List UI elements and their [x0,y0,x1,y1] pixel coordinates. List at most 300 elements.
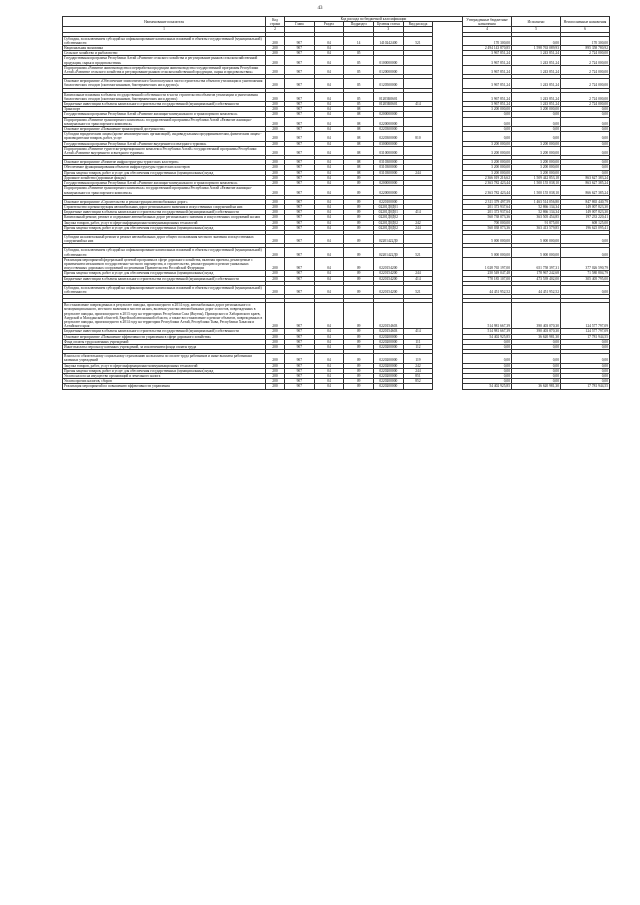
cell-razdel: 04 [314,344,344,349]
header-classification: Код расхода по бюджетной классификации [285,17,463,22]
cell-name: Субсидия, за исключением субсидий на софинансирование капитальных вложений в объекты государственной (муниципальной) собственности [63,36,266,45]
cell-razdel: 04 [314,225,344,230]
cell-csr: 0220000000 [373,117,403,126]
cell-podrazdel: 09 [344,334,374,339]
cell-name: Государственная программа Республики Алтай «Развитие сельского хозяйства и регулирование рынков сельскохозяйственной продукции, сырья и продовольствия» [63,56,266,65]
header-approved: Утвержденные бюджетные назначения [463,17,512,27]
cell-vr: 242 [403,220,433,225]
cell-podrazdel: 08 [344,107,374,112]
cell-executed: 3 200 000,00 [512,170,561,175]
cell-name: Бюджетные инвестиции в объекты капитального строительства государственной (муниципальной) собственности [63,329,266,334]
cell-executed: 0,00 [512,112,561,117]
cell-approved: 3 200 000,00 [463,141,512,146]
cell-podrazdel: 09 [344,271,374,276]
cell-approved: 2 363 782 423,44 [463,186,512,195]
filler-cell [433,36,463,45]
header-csr: Целевая статья [373,22,403,27]
cell-executed: 3 200 000,00 [512,107,561,112]
cell-podrazdel: 05 [344,79,374,88]
cell-razdel: 04 [314,210,344,215]
cell-approved: 514 981 667,39 [463,329,512,334]
cell-name: Государственная программа Республики Алтай «Развитие жилищно-коммунального и транспортного комплекса» [63,181,266,186]
cell-approved: 1 028 765 197,00 [463,257,512,271]
cell-name: Национальная экономика [63,46,266,51]
cell-name: Реализация мероприятий федеральной целевой программы в сфере дорожного хозяйства, включая проекты, реализуемые с применением механизмов государственно-частного партнерства, и строительство, реконструкцию и ремонт уникальных искусственных дорожных сооружений по решениям Правительства Российской Федерации [63,257,266,271]
cell-razdel: 04 [314,127,344,132]
cell-csr: 0220154200 [373,271,403,276]
cell-code: 200 [266,112,285,117]
cell-executed: 363 413 579,85 [512,225,561,230]
cell-vr: 414 [403,102,433,107]
cell-podrazdel: 08 [344,146,374,155]
cell-razdel: 04 [314,56,344,65]
cell-glava: 907 [285,141,315,146]
cell-code: 200 [266,102,285,107]
cell-name: Субсидия, за исключением субсидий на софинансирование капитальных вложений в объекты государственной (муниципальной) собственности [63,285,266,294]
cell-name: Основное мероприятие «Строительство и реконструкция автомобильных дорог» [63,199,266,204]
cell-executed: 0,00 [512,117,561,126]
cell-name: Государственная программа Республики Алтай «Развитие внутреннего и въездного туризма» [63,141,266,146]
filler-cell [433,186,463,195]
filler-cell [433,79,463,88]
cell-unexecuted: 866 627 385,24 [561,186,610,195]
cell-podrazdel: 05 [344,65,374,74]
cell-csr: 02201422Д0 [373,234,403,243]
cell-unexecuted: 170 300,00 [561,36,610,45]
table-row [63,257,610,271]
cell-glava: 907 [285,65,315,74]
header-razdel: Раздел [314,22,344,27]
cell-vr: 521 [403,248,433,257]
cell-approved: 0,00 [463,374,512,379]
cell-code: 200 [266,234,285,243]
cell-approved: 0,00 [463,132,512,141]
cell-csr: 1410242400 [373,36,403,45]
cell-approved: 0,00 [463,117,512,126]
cell-code: 200 [266,257,285,271]
table-body [63,32,610,389]
cell-podrazdel: 09 [344,363,374,368]
cell-executed: 0,00 [512,368,561,373]
cell-unexecuted: 895 358 780,92 [561,46,610,51]
cell-glava: 907 [285,329,315,334]
cell-glava: 907 [285,51,315,56]
cell-podrazdel: 08 [344,160,374,165]
cell-code: 200 [266,339,285,344]
cell-unexecuted: 0,00 [561,165,610,170]
cell-csr: 0220200000 [373,363,403,368]
cell-code: 200 [266,374,285,379]
cell-approved: 3 200 000,00 [463,170,512,175]
cell-vr [403,384,433,389]
cell-vr: 244 [403,225,433,230]
cell-executed: 1 243 851,24 [512,65,561,74]
cell-code: 200 [266,56,285,65]
cell-csr: 0220200000 [373,368,403,373]
cell-glava: 907 [285,220,315,225]
cell-approved: 3 200 000,00 [463,160,512,165]
cell-unexecuted: 377 026 590,79 [561,257,610,271]
table-row [63,132,610,141]
cell-podrazdel: 09 [344,204,374,209]
cell-name: Уплата налога на имущество организаций и земельного налога [63,374,266,379]
cell-razdel: 04 [314,146,344,155]
cell-unexecuted: 124 577 797,09 [561,303,610,329]
cell-vr [403,65,433,74]
cell-executed: 3 200 000,00 [512,160,561,165]
cell-name: Подпрограмма «Развитие транспортного комплекса» государственной программы Республики Алтай «Развитие жилищно-коммунального и транспортного комплекса» [63,117,266,126]
cell-glava: 907 [285,354,315,363]
cell-csr: 0310300000 [373,165,403,170]
table-row [63,146,610,155]
cell-vr: 414 [403,329,433,334]
cell-approved: 54 402 925,85 [463,334,512,339]
cell-podrazdel: 05 [344,92,374,101]
cell-code: 200 [266,363,285,368]
cell-razdel: 04 [314,276,344,281]
cell-executed: 0,00 [512,127,561,132]
cell-glava: 907 [285,384,315,389]
cell-vr [403,56,433,65]
cell-vr: 119 [403,354,433,363]
cell-unexecuted: 0,00 [561,344,610,349]
cell-glava: 907 [285,379,315,384]
cell-code: 200 [266,210,285,215]
cell-razdel: 04 [314,46,344,51]
cell-executed: 52 866 134,34 [512,210,561,215]
cell-name: Прочая закупка товаров, работ и услуг для обеспечения государственных (муниципальных) нужд [63,170,266,175]
cell-approved: 3 200 000,00 [463,146,512,155]
cell-code: 200 [266,329,285,334]
cell-name: Закупка товаров, работ, услуг в сфере информационно-коммуникационных технологий [63,363,266,368]
cell-podrazdel: 14 [344,36,374,45]
cell-podrazdel: 09 [344,210,374,215]
cell-executed: 36 620 981,30 [512,384,561,389]
cell-name: Бюджетные инвестиции в объекты капитального строительства государственной (муниципальной) собственности [63,276,266,281]
cell-executed: 1 500 155 038,10 [512,186,561,195]
cell-unexecuted: 305 405 795,00 [561,276,610,281]
cell-glava: 907 [285,374,315,379]
cell-code: 200 [266,51,285,56]
filler-cell [433,384,463,389]
cell-name: Дорожное хозяйство (дорожные фонды) [63,175,266,180]
colnum: 1 [63,27,266,32]
cell-csr: 0220300000 [373,127,403,132]
cell-glava: 907 [285,165,315,170]
cell-executed: 3 200 000,00 [512,165,561,170]
table-row [63,303,610,329]
table-row [63,384,610,389]
cell-vr: 851 [403,374,433,379]
cell-unexecuted: 0,00 [561,368,610,373]
cell-unexecuted: 0,00 [561,248,610,257]
cell-code: 200 [266,141,285,146]
cell-glava: 907 [285,102,315,107]
cell-executed: 52 866 134,34 [512,204,561,209]
cell-vr: 244 [403,170,433,175]
cell-razdel: 04 [314,170,344,175]
cell-podrazdel: 09 [344,199,374,204]
table-row [63,234,610,243]
cell-name: Уплата прочих налогов, сборов [63,379,266,384]
cell-podrazdel: 09 [344,329,374,334]
cell-executed: 1 598 763 089,93 [512,46,561,51]
cell-glava: 907 [285,127,315,132]
cell-razdel: 04 [314,303,344,329]
cell-csr: 0220154603 [373,329,403,334]
cell-code: 200 [266,170,285,175]
cell-code: 200 [266,79,285,88]
colnum: 4 [463,27,512,32]
cell-glava: 907 [285,112,315,117]
cell-csr: 0100000000 [373,56,403,65]
cell-csr: 0310000000 [373,146,403,155]
cell-approved: 514 981 667,39 [463,303,512,329]
cell-csr: 0200000000 [373,112,403,117]
cell-glava: 907 [285,199,315,204]
cell-csr: 0220200000 [373,384,403,389]
cell-podrazdel: 09 [344,225,374,230]
cell-executed: 1 509 442 853,18 [512,175,561,180]
table-row [63,65,610,74]
cell-glava: 907 [285,344,315,349]
cell-vr [403,92,433,101]
cell-vr: 414 [403,276,433,281]
cell-name: Прочая закупка товаров, работ и услуг для обеспечения государственных (муниципальных) нужд [63,225,266,230]
cell-podrazdel: 09 [344,354,374,363]
cell-podrazdel: 09 [344,303,374,329]
filler-cell [433,303,463,329]
cell-name: Реализация мероприятий по повышению эффективности управления [63,384,266,389]
cell-razdel: 04 [314,334,344,339]
cell-executed: 44 451 952,52 [512,285,561,294]
table-row [63,79,610,88]
cell-csr: 0220200000 [373,379,403,384]
cell-name: Транспорт [63,107,266,112]
cell-razdel: 04 [314,92,344,101]
cell-vr [403,186,433,195]
cell-executed: 1 243 851,24 [512,79,561,88]
cell-code: 200 [266,146,285,155]
cell-razdel: 04 [314,141,344,146]
cell-podrazdel: 09 [344,220,374,225]
cell-code: 200 [266,334,285,339]
cell-razdel: 04 [314,165,344,170]
filler-cell [433,132,463,141]
cell-approved: 0,00 [463,112,512,117]
cell-name: Бюджетные инвестиции в объекты капитального строительства государственной (муниципальной) собственности [63,102,266,107]
cell-code: 200 [266,160,285,165]
table-row [63,92,610,101]
cell-unexecuted: 0,00 [561,112,610,117]
cell-unexecuted: 0,00 [561,170,610,175]
cell-name: Сельское хозяйство и рыболовство [63,51,266,56]
cell-vr: 810 [403,132,433,141]
colnum: 2 [266,27,285,32]
cell-podrazdel: 09 [344,175,374,180]
cell-razdel: 04 [314,374,344,379]
cell-podrazdel: 09 [344,285,374,294]
cell-approved: 2 311 379 497,59 [463,199,512,204]
cell-razdel: 04 [314,329,344,334]
cell-executed: 473 539 402,00 [512,276,561,281]
cell-executed: 1 243 851,24 [512,102,561,107]
cell-glava: 907 [285,363,315,368]
cell-executed: 0,00 [512,36,561,45]
cell-podrazdel: 08 [344,112,374,117]
cell-executed: 36 620 981,30 [512,334,561,339]
cell-approved: 0,00 [463,379,512,384]
cell-glava: 907 [285,92,315,101]
cell-razdel: 04 [314,102,344,107]
cell-csr: 01205К0601 [373,102,403,107]
cell-unexecuted: 863 627 383,24 [561,175,610,180]
cell-razdel: 04 [314,204,344,209]
colnum: 3 [373,27,403,32]
cell-unexecuted: 608 125,00 [561,220,610,225]
cell-csr: 0220300000 [373,132,403,141]
cell-vr: 111 [403,339,433,344]
cell-podrazdel: 08 [344,132,374,141]
cell-glava: 907 [285,210,315,215]
cell-glava: 907 [285,160,315,165]
cell-vr: 521 [403,285,433,294]
cell-csr: 0310300000 [373,160,403,165]
cell-executed: 363 505 454,85 [512,215,561,220]
cell-csr: 0220154603 [373,303,403,329]
cell-code: 200 [266,132,285,141]
cell-vr [403,303,433,329]
cell-unexecuted: 71 580 804,79 [561,271,610,276]
cell-approved: 560 038 073,36 [463,225,512,230]
cell-unexecuted: 0,00 [561,285,610,294]
cell-executed: 1 500 155 038,10 [512,181,561,186]
cell-podrazdel: 09 [344,384,374,389]
cell-glava: 907 [285,225,315,230]
cell-executed: 91 875,00 [512,220,561,225]
cell-vr: 852 [403,379,433,384]
cell-razdel: 04 [314,199,344,204]
cell-approved: 5 000 000,00 [463,248,512,257]
cell-razdel: 04 [314,257,344,271]
cell-podrazdel: 09 [344,276,374,281]
cell-executed: 1 243 851,24 [512,51,561,56]
cell-podrazdel: 09 [344,215,374,220]
cell-csr: 0220200000 [373,334,403,339]
cell-code: 200 [266,220,285,225]
cell-glava: 907 [285,146,315,155]
header-name: Наименование показателя [63,17,266,27]
cell-csr: 02201Д0Д01 [373,210,403,215]
cell-unexecuted: 0,00 [561,234,610,243]
cell-code: 200 [266,36,285,45]
cell-unexecuted: 0,00 [561,132,610,141]
table-row [63,36,610,45]
cell-razdel: 04 [314,112,344,117]
cell-name: Закупка товаров, работ, услуг в сфере информационно-коммуникационных технологий [63,220,266,225]
cell-razdel: 04 [314,79,344,88]
cell-code: 200 [266,379,285,384]
cell-executed: 0,00 [512,344,561,349]
cell-csr: 0310300000 [373,170,403,175]
cell-podrazdel: 09 [344,181,374,186]
cell-csr: 0220100000 [373,199,403,204]
cell-razdel: 04 [314,65,344,74]
table-row [63,117,610,126]
cell-glava: 907 [285,186,315,195]
cell-name: Основное мероприятие «Развитие инфраструктуры туристских кластеров» [63,160,266,165]
cell-approved: 170 300,00 [463,36,512,45]
cell-unexecuted: 0,00 [561,354,610,363]
cell-executed: 651 758 397,31 [512,257,561,271]
table-row [63,56,610,65]
cell-podrazdel: 05 [344,102,374,107]
cell-executed: 0,00 [512,374,561,379]
cell-unexecuted: 197 233 220,41 [561,215,610,220]
cell-code: 200 [266,271,285,276]
cell-name: Иные выплаты персоналу казенных учреждений, за исключением фонда оплаты труда [63,344,266,349]
header-vr: Вид расхода [403,22,433,27]
cell-razdel: 04 [314,36,344,45]
filler-cell [433,146,463,155]
cell-executed: 1 243 851,24 [512,92,561,101]
cell-unexecuted: 2 724 000,00 [561,92,610,101]
cell-glava: 907 [285,175,315,180]
cell-csr: 02201Д0Д02 [373,220,403,225]
cell-executed: 0,00 [512,132,561,141]
cell-unexecuted: 17 781 944,55 [561,334,610,339]
cell-name: Капитальные вложения в объекты государственной собственности в части строительства объектов утилизации и уничтожения биологических отходов (скотомогильников, биотермических ям и других) [63,92,266,101]
cell-podrazdel: 08 [344,117,374,126]
cell-code: 200 [266,384,285,389]
cell-name: Основное мероприятие «Повышение транспортной доступности» [63,127,266,132]
cell-razdel: 04 [314,175,344,180]
cell-glava: 907 [285,339,315,344]
cell-podrazdel: 09 [344,374,374,379]
cell-glava: 907 [285,46,315,51]
cell-podrazdel: 09 [344,248,374,257]
cell-razdel: 04 [314,354,344,363]
cell-executed: 5 000 000,00 [512,248,561,257]
cell-razdel: 04 [314,220,344,225]
cell-csr: 02201422Д0 [373,248,403,257]
cell-unexecuted: 2 724 000,00 [561,79,610,88]
cell-razdel: 04 [314,248,344,257]
cell-unexecuted: 0,00 [561,146,610,155]
cell-razdel: 04 [314,107,344,112]
filler-cell [433,92,463,101]
cell-approved: 3 200 000,00 [463,165,512,170]
cell-glava: 907 [285,271,315,276]
cell-name: Восстановление поврежденных в результате паводка, произошедшего в 2014 году, автомобильных дорог регионального и межмуниципального, местного значения и мостов на них, включая участки автомобильных дорог и мостов, поврежденных в результате паводка, произошедшего в 2013 году на территориях Республики Саха (Якутия), Приморского и Хабаровского краев, Амурской и Магаданской областей, Еврейской автономной области, а также восстановление и ремонт объектов, поврежденных в результате паводка, произошедшего в 2014 году на территории Республики Алтай, Республики Тыва, Республики Хакасия и Алтайского края [63,303,266,329]
cell-glava: 907 [285,204,315,209]
cell-podrazdel: 09 [344,368,374,373]
cell-name: Капитальный ремонт, ремонт и содержание автомобильных дорог регионального значения и искусственных сооружений на них [63,215,266,220]
cell-vr: 414 [403,210,433,215]
cell-unexecuted: 17 781 944,55 [561,384,610,389]
cell-csr: 0300000000 [373,141,403,146]
cell-code: 200 [266,354,285,363]
cell-code: 200 [266,181,285,186]
cell-glava: 907 [285,107,315,112]
cell-unexecuted: 863 627 385,24 [561,181,610,186]
cell-glava: 907 [285,303,315,329]
cell-name: Строительство и реконструкция автомобильных дорог регионального значения и искусственных сооружений на них [63,204,266,209]
cell-code: 200 [266,165,285,170]
cell-code: 200 [266,117,285,126]
cell-executed: 1 243 851,24 [512,56,561,65]
cell-code: 200 [266,248,285,257]
